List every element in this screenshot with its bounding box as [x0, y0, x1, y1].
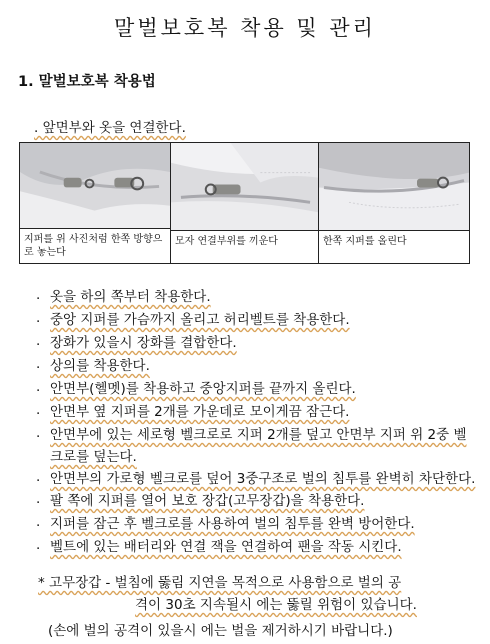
list-item: . 안면부(헬멧)를 착용하고 중앙지퍼를 끝까지 올린다.: [36, 378, 476, 401]
list-item: . 팔 쪽에 지퍼를 열어 보호 장갑(고무장갑)을 착용한다.: [36, 490, 476, 513]
list-item: . 상의를 착용한다.: [36, 355, 476, 378]
list-item: . 안면부의 가로형 벨크로를 덮어 3중구조로 벌의 침투를 완벽히 차단한다.: [36, 468, 476, 490]
photo-cell-3: [319, 143, 469, 263]
zipper-closeup-photo: [20, 143, 170, 229]
glove-note-line-1: * 고무장갑 - 벌침에 뚫림 지연을 목적으로 사용함으로 벌의 공: [38, 575, 402, 591]
glove-note: [38, 572, 474, 616]
zipper-attach-photo: [171, 143, 318, 231]
section-heading: 1. 말벌보호복 착용법: [18, 74, 156, 90]
glove-note-line-2: 격이 30초 지속될시 에는 뚫릴 위험이 있습니다.: [135, 597, 417, 613]
photo-cell-1: [20, 143, 171, 263]
zipper-close-photo: [319, 143, 469, 231]
list-item: . 안면부에 있는 세로형 벨크로로 지퍼 2개를 덮고 안면부 지퍼 위 2중 벨크로를 덮는다.: [36, 424, 476, 468]
photo-table: [19, 142, 470, 264]
list-item: . 지퍼를 잠근 후 벨크로를 사용하여 벌의 침투를 완벽 방어한다.: [36, 513, 476, 536]
photo-caption-3: 한쪽 지퍼를 올린다: [323, 236, 407, 247]
list-item: . 옷을 하의 쪽부터 착용한다.: [36, 286, 476, 309]
document-title: 말벌보호복 착용 및 관리: [114, 16, 376, 40]
photo-cell-2: [171, 143, 319, 263]
list-item: . 벨트에 있는 배터리와 연결 잭을 연결하여 팬을 작동 시킨다.: [36, 536, 476, 559]
list-item: . 중앙 지퍼를 가슴까지 올리고 허리벨트를 착용한다.: [36, 309, 476, 332]
photo-caption-2: 모자 연결부위를 끼운다: [175, 236, 278, 247]
intro-step: . 앞면부와 옷을 연결한다.: [34, 120, 186, 136]
instruction-list: [36, 286, 476, 559]
list-item: . 장화가 있을시 장화를 결합한다.: [36, 332, 476, 355]
photo-caption-1: 지퍼를 위 사진처럼 한쪽 방향으로 놓는다: [24, 234, 163, 258]
list-item: . 안면부 옆 지퍼를 2개를 가운데로 모이게끔 잠근다.: [36, 401, 476, 424]
final-note: (손에 벌의 공격이 있을시 에는 벌을 제거하시기 바랍니다.): [48, 623, 393, 639]
